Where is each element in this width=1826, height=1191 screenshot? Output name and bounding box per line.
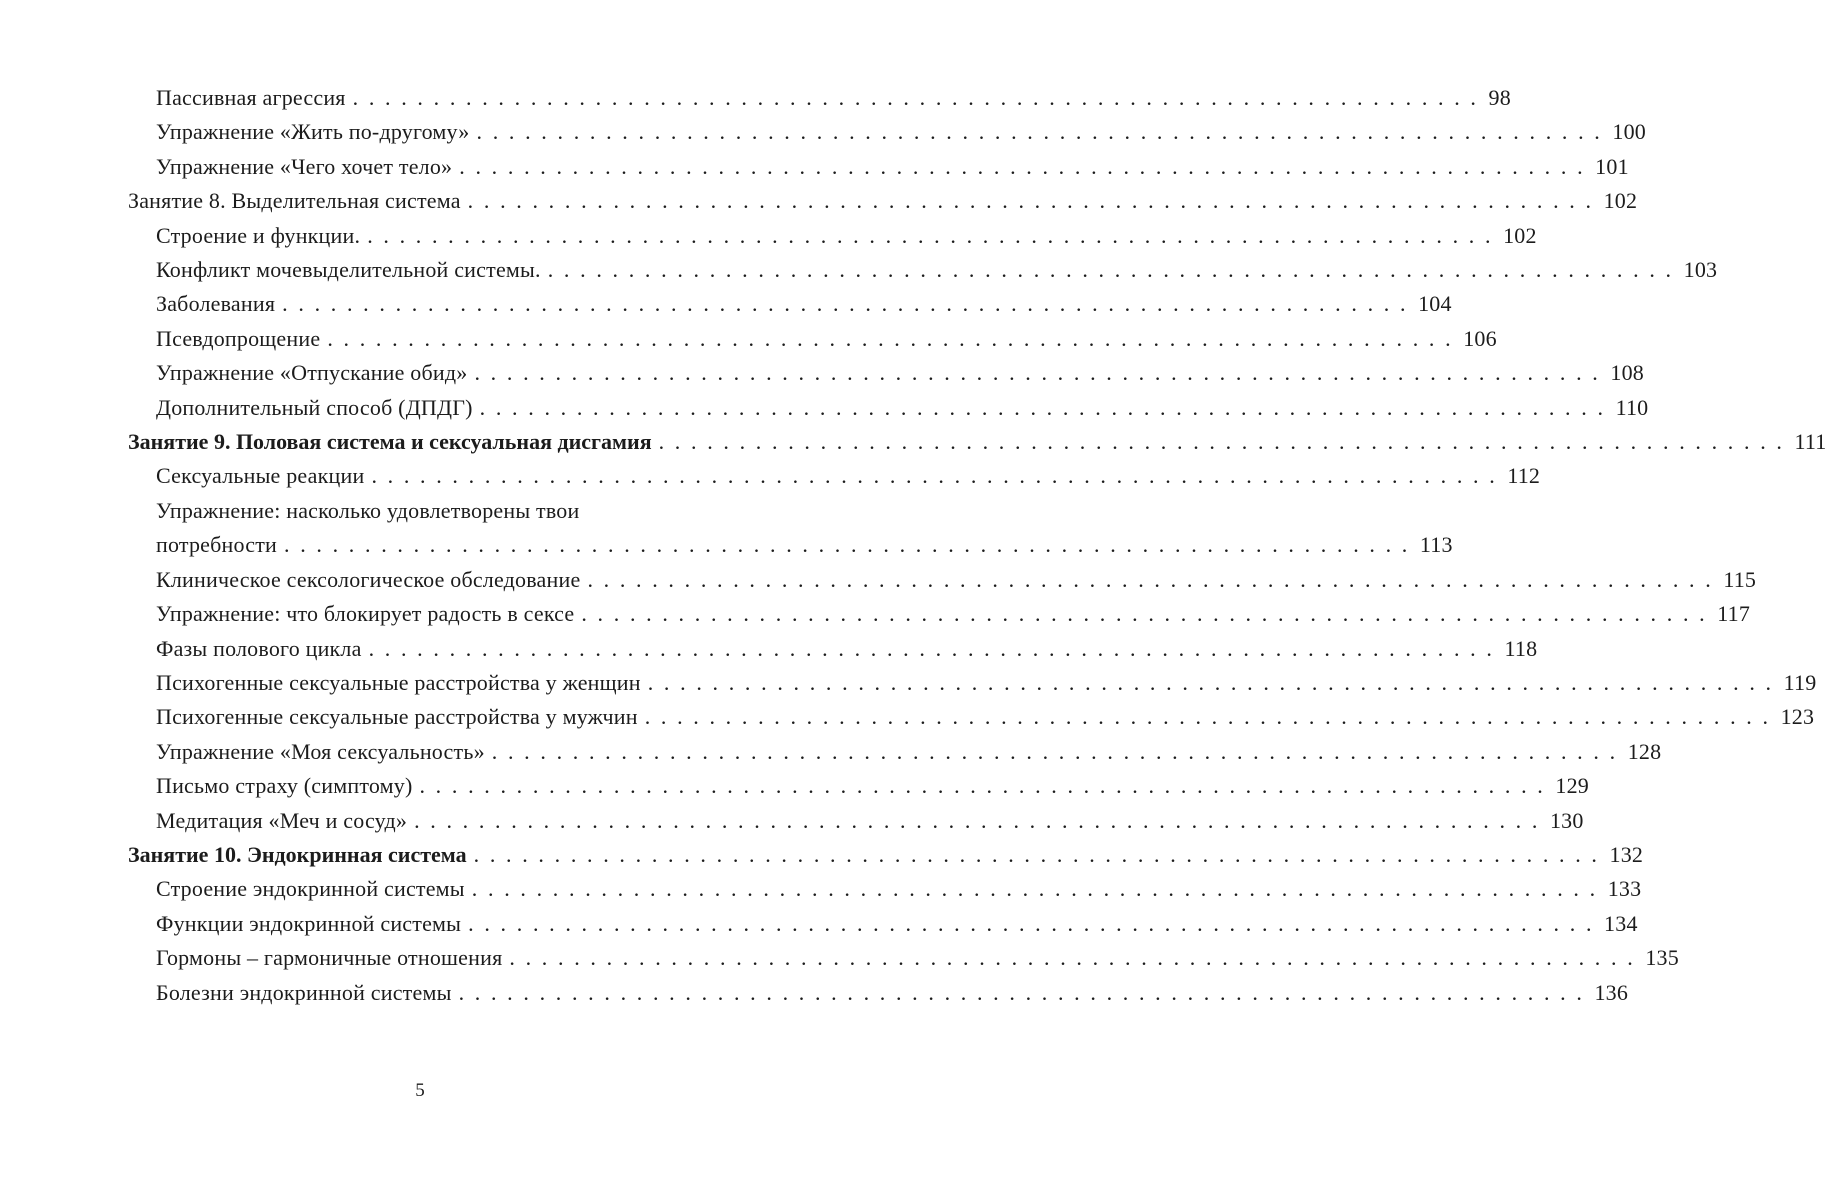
toc-entry-label: Психогенные сексуальные расстройства у женщин [156, 669, 641, 695]
dot-leader: . . . . . . . . . . . . . . . . . . . . . . . . . . . . . . . . . . . . . . . . . . . . . . . . . . . . . . . . . . . . . . . . . . . . . . [352, 85, 1479, 110]
toc-entry-page-number: 108 [1610, 360, 1644, 386]
dot-leader: . . . . . . . . . . . . . . . . . . . . . . . . . . . . . . . . . . . . . . . . . . . . . . . . . . . . . . . . . . . . . . . . . . . . . . [458, 979, 1585, 1005]
toc-entry-page-number: 104 [1418, 291, 1452, 317]
toc-entry-label: Упражнение «Чего хочет тело» [156, 153, 453, 179]
toc-entry [128, 632, 1538, 666]
dot-leader: . . . . . . . . . . . . . . . . . . . . . . . . . . . . . . . . . . . . . . . . . . . . . . . . . . . . . . . . . . . . . . . . . . . . . . [368, 635, 1495, 661]
dot-leader: . . . . . . . . . . . . . . . . . . . . . . . . . . . . . . . . . . . . . . . . . . . . . . . . . . . . . . . . . . . . . . . . . . . . . . [367, 222, 1494, 248]
toc-entry [128, 81, 1511, 115]
toc-entry-label: Строение эндокринной системы [156, 876, 465, 902]
toc-entry-label: Упражнение: насколько удовлетворены твои [156, 497, 580, 523]
toc-entry-page-number: 117 [1717, 601, 1751, 627]
toc-entry-page-number: 118 [1504, 635, 1538, 661]
dot-leader: . . . . . . . . . . . . . . . . . . . . . . . . . . . . . . . . . . . . . . . . . . . . . . . . . . . . . . . . . . . . . . . . . . . . . . [284, 532, 1410, 558]
toc-entry [128, 838, 1644, 872]
toc-entry-label: Письмо страху (симптому) [156, 773, 413, 799]
toc-entry [128, 804, 1584, 838]
dot-leader: . . . . . . . . . . . . . . . . . . . . . . . . . . . . . . . . . . . . . . . . . . . . . . . . . . . . . . . . . . . . . . . . . . . . . . [419, 773, 1546, 799]
dot-leader: . . . . . . . . . . . . . . . . . . . . . . . . . . . . . . . . . . . . . . . . . . . . . . . . . . . . . . . . . . . . . . . . . . . . . . [644, 704, 1771, 730]
toc-entry [128, 941, 1679, 975]
dot-leader: . . . . . . . . . . . . . . . . . . . . . . . . . . . . . . . . . . . . . . . . . . . . . . . . . . . . . . . . . . . . . . . . . . . . . . [473, 841, 1600, 867]
toc-entry-label: Психогенные сексуальные расстройства у мужчин [156, 704, 638, 730]
toc-entry-label: потребности [156, 532, 277, 558]
toc-entry-page-number: 98 [1488, 85, 1511, 110]
toc-entry-label: Упражнение: что блокирует радость в сексе [156, 601, 575, 627]
toc-entry-label: Фазы полового цикла [156, 635, 362, 661]
dot-leader: . . . . . . . . . . . . . . . . . . . . . . . . . . . . . . . . . . . . . . . . . . . . . . . . . . . . . . . . . . . . . . . . . . . . . . [282, 291, 1409, 317]
toc-entry-label: Упражнение «Отпускание обид» [156, 360, 468, 386]
dot-leader: . . . . . . . . . . . . . . . . . . . . . . . . . . . . . . . . . . . . . . . . . . . . . . . . . . . . . . . . . . . . . . . . . . . . . . [547, 257, 1674, 283]
dot-leader: . . . . . . . . . . . . . . . . . . . . . . . . . . . . . . . . . . . . . . . . . . . . . . . . . . . . . . . . . . . . . . . . . . . . . . [467, 188, 1594, 214]
toc-entry [128, 769, 1589, 803]
toc-entry [128, 907, 1638, 941]
toc-entry [128, 597, 1751, 631]
toc-entry-page-number: 123 [1780, 704, 1815, 730]
dot-leader: . . . . . . . . . . . . . . . . . . . . . . . . . . . . . . . . . . . . . . . . . . . . . . . . . . . . . . . . . . . . . . . . . . . . . . [476, 119, 1603, 145]
toc-entry-label: Дополнительный способ (ДПДГ) [156, 394, 473, 420]
toc-entry [128, 115, 1647, 149]
toc-entry-page-number: 106 [1463, 325, 1497, 351]
toc-entry-label: Медитация «Меч и сосуд» [156, 807, 408, 833]
page-footer [0, 1080, 840, 1102]
toc-entry [128, 459, 1541, 493]
toc-entry-page-number: 134 [1604, 910, 1638, 936]
dot-leader: . . . . . . . . . . . . . . . . . . . . . . . . . . . . . . . . . . . . . . . . . . . . . . . . . . . . . . . . . . . . . . . . . . . . . . [647, 669, 1774, 695]
toc-entry-page-number: 112 [1507, 463, 1541, 489]
toc-entry-page-number: 132 [1609, 841, 1644, 867]
toc-entry-page-number: 136 [1594, 979, 1629, 1005]
dot-leader: . . . . . . . . . . . . . . . . . . . . . . . . . . . . . . . . . . . . . . . . . . . . . . . . . . . . . . . . . . . . . . . . . . . . . . [327, 325, 1454, 351]
dot-leader: . . . . . . . . . . . . . . . . . . . . . . . . . . . . . . . . . . . . . . . . . . . . . . . . . . . . . . . . . . . . . . . . . . . . . . [658, 429, 1785, 455]
toc-entry [128, 150, 1629, 184]
toc-entry-page-number: 130 [1549, 807, 1584, 833]
toc-entry [128, 735, 1662, 769]
toc-entry-page-number: 133 [1607, 876, 1642, 902]
toc-entry-page-number: 115 [1723, 566, 1757, 592]
dot-leader: . . . . . . . . . . . . . . . . . . . . . . . . . . . . . . . . . . . . . . . . . . . . . . . . . . . . . . . . . . . . . . . . . . . . . . [468, 910, 1595, 936]
dot-leader: . . . . . . . . . . . . . . . . . . . . . . . . . . . . . . . . . . . . . . . . . . . . . . . . . . . . . . . . . . . . . . . . . . . . . . [474, 360, 1601, 386]
toc-entry [128, 494, 737, 528]
dot-leader: . . . . . . . . . . . . . . . . . . . . . . . . . . . . . . . . . . . . . . . . . . . . . . . . . . . . . . . . . . . . . . . . . . . . . . [479, 394, 1606, 420]
toc-entry [128, 322, 1497, 356]
toc-entry-page-number: 119 [1783, 669, 1817, 695]
toc-entry-label: Конфликт мочевыделительной системы. [156, 257, 541, 283]
toc-entry-label: Занятие 8. Выделительная система [128, 188, 461, 214]
toc-entry-label: Заболевания [156, 291, 276, 317]
toc-entry [128, 184, 1638, 218]
toc-entry-page-number: 129 [1555, 773, 1589, 799]
toc-entry-page-number: 135 [1645, 945, 1679, 971]
dot-leader: . . . . . . . . . . . . . . . . . . . . . . . . . . . . . . . . . . . . . . . . . . . . . . . . . . . . . . . . . . . . . . . . . . . . . . [471, 876, 1598, 902]
toc-entry [128, 219, 1537, 253]
toc-entry-label: Гормоны – гармоничные отношения [156, 945, 503, 971]
toc-entry [128, 425, 1826, 459]
toc-entry-label: Строение и функции. [156, 222, 361, 248]
toc-entry-page-number: 128 [1627, 738, 1662, 764]
dot-leader: . . . . . . . . . . . . . . . . . . . . . . . . . . . . . . . . . . . . . . . . . . . . . . . . . . . . . . . . . . . . . . . . . . . . . . [371, 463, 1498, 489]
toc-entry-label: Функции эндокринной системы [156, 910, 462, 936]
toc-entry-page-number: 101 [1595, 153, 1629, 179]
folio-page-number: 5 [415, 1080, 425, 1101]
toc-entry [128, 356, 1644, 390]
toc-entry-label: Псевдопрощение [156, 325, 321, 351]
toc-entry-page-number: 102 [1603, 188, 1638, 214]
toc-entry-page-number: 100 [1612, 119, 1647, 145]
toc-entry [128, 563, 1757, 597]
dot-leader: . . . . . . . . . . . . . . . . . . . . . . . . . . . . . . . . . . . . . . . . . . . . . . . . . . . . . . . . . . . . . . . . . . . . . . [491, 738, 1618, 764]
table-of-contents [128, 81, 1826, 1010]
toc-entry [128, 253, 1718, 287]
toc-entry-label: Болезни эндокринной системы [156, 979, 452, 1005]
toc-entry-page-number: 113 [1419, 532, 1453, 558]
dot-leader: . . . . . . . . . . . . . . . . . . . . . . . . . . . . . . . . . . . . . . . . . . . . . . . . . . . . . . . . . . . . . . . . . . . . . . [414, 807, 1540, 833]
toc-entry-page-number: 103 [1683, 257, 1718, 283]
dot-leader: . . . . . . . . . . . . . . . . . . . . . . . . . . . . . . . . . . . . . . . . . . . . . . . . . . . . . . . . . . . . . . . . . . . . . . [587, 566, 1714, 592]
toc-entry [128, 391, 1649, 425]
toc-entry [128, 700, 1815, 734]
toc-entry [128, 976, 1629, 1010]
dot-leader: . . . . . . . . . . . . . . . . . . . . . . . . . . . . . . . . . . . . . . . . . . . . . . . . . . . . . . . . . . . . . . . . . . . . . . [581, 601, 1708, 627]
toc-entry [128, 666, 1817, 700]
toc-entry-label: Пассивная агрессия [156, 85, 346, 110]
toc-entry [128, 872, 1642, 906]
toc-entry-label: Сексуальные реакции [156, 463, 365, 489]
toc-entry-label: Занятие 10. Эндокринная система [128, 841, 467, 867]
toc-entry-label: Упражнение «Жить по-другому» [156, 119, 470, 145]
toc-entry-label: Упражнение «Моя сексуальность» [156, 738, 485, 764]
toc-entry-page-number: 102 [1503, 222, 1537, 248]
toc-entry-label: Клиническое сексологическое обследование [156, 566, 581, 592]
toc-entry-label: Занятие 9. Половая система и сексуальная дисгамия [128, 429, 652, 455]
toc-entry-page-number: 111 [1794, 429, 1826, 455]
dot-leader: . . . . . . . . . . . . . . . . . . . . . . . . . . . . . . . . . . . . . . . . . . . . . . . . . . . . . . . . . . . . . . . . . . . . . . [509, 945, 1636, 971]
toc-entry [128, 528, 1453, 562]
toc-entry-page-number: 110 [1615, 394, 1649, 420]
toc-entry [128, 287, 1452, 321]
dot-leader: . . . . . . . . . . . . . . . . . . . . . . . . . . . . . . . . . . . . . . . . . . . . . . . . . . . . . . . . . . . . . . . . . . . . . . [459, 153, 1586, 179]
